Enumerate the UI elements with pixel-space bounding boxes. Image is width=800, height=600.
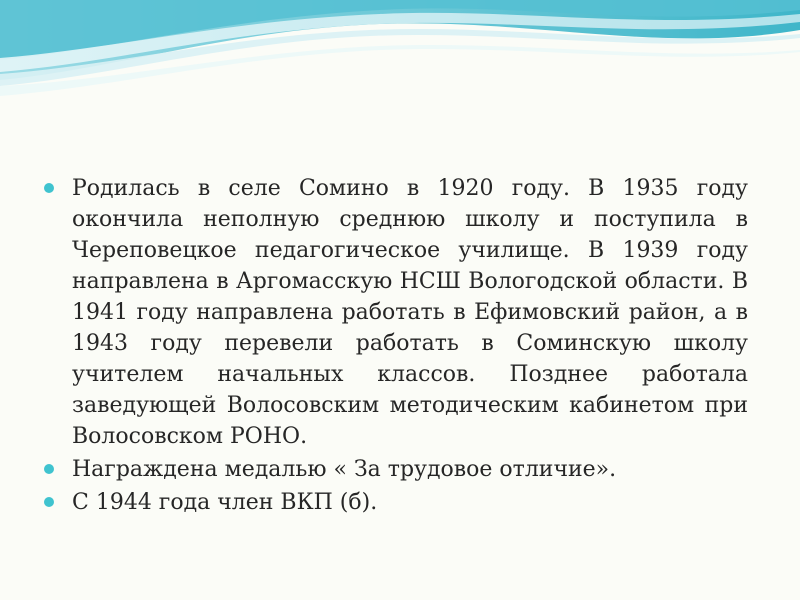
header-wave-decoration	[0, 0, 800, 110]
bullet-list	[42, 173, 748, 518]
list-item	[42, 487, 748, 518]
bullet-text: С 1944 года член ВКП (б).	[72, 490, 378, 515]
slide-body	[42, 173, 748, 520]
bullet-dot-icon	[44, 497, 54, 507]
bullet-dot-icon	[44, 183, 54, 193]
bullet-dot-icon	[44, 464, 54, 474]
bullet-text: Награждена медалью « За трудовое отличие».	[72, 457, 617, 482]
list-item	[42, 173, 748, 452]
bullet-text: Родилась в селе Сомино в 1920 году. В 1935 году окончила неполную среднюю школу и поступила в Череповецкое педагогическое училище. В 1939 году направлена в Аргомасскую НСШ Вологодской области. В 1941 году направлена работать в Ефимовский район, а в 1943 году перевели работать в Соминскую школу учителем начальных классов. Позднее работала заведующей Волосовским методическим кабинетом при Волосовском РОНО.	[72, 176, 748, 449]
list-item	[42, 454, 748, 485]
